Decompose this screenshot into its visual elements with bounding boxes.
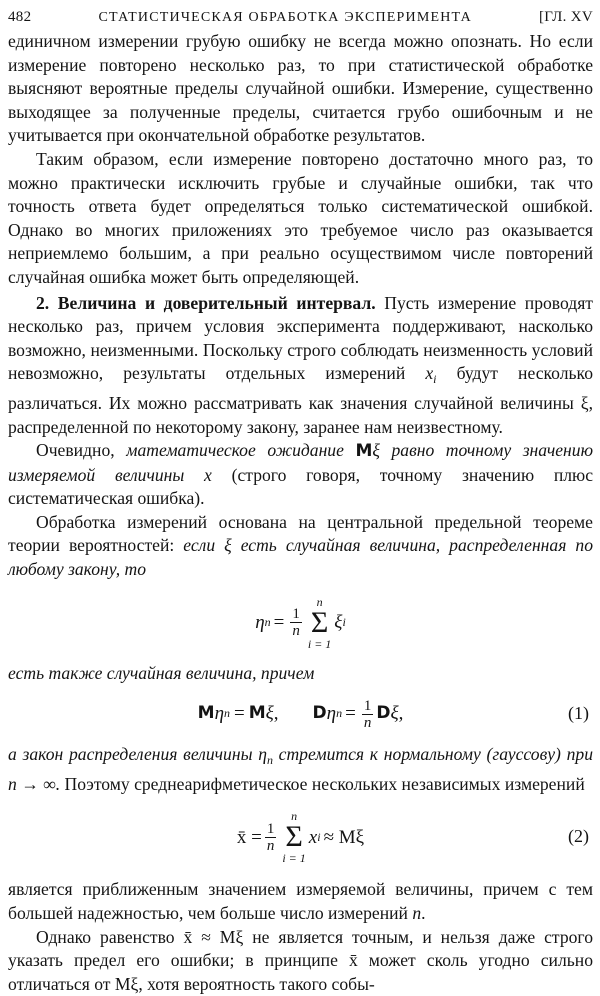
chapter-label: [ГЛ. XV (539, 9, 593, 25)
equation-number-1: (1) (568, 703, 589, 724)
fraction: $\frac{1}{n}$ (363, 697, 372, 731)
paragraph-8: является приближенным значением измеряемой величины, причем с тем большей надежностью, чем больше число измерений n. (8, 879, 593, 924)
paragraph-4: Очевидно, математическое ожидание Mξ равно точному значению измеряемой величины x (строго говоря, точному значению плюс систематическая ошибка). (8, 440, 593, 509)
paragraph-3: 2. Величина и доверительный интервал. Пусть измерение проводят несколько раз, причем условия эксперимента поддерживают, насколько возможно, неизменными. Поскольку строго соблюдать неизменность условий невозможно, результаты отдельных измерений $x_i$ будут несколько различаться. Их можно рассматривать как значения случайной величины ξ, распределенной по некоторому закону, заранее нам неизвестному. (8, 292, 593, 437)
paragraph-7: а закон распределения величины $\eta_n$ стремится к нормальному (гауссову) при n → ∞. Поэтому среднеарифметическое нескольких независимых измерений (8, 744, 593, 794)
formula-eta-sum: η n = $\frac{1}{n}$ n Σ i = 1 ξ i (255, 594, 346, 651)
sum-symbol: n Σ i = 1 (282, 809, 306, 866)
page-header (8, 0, 593, 30)
section-heading: 2. Величина и доверительный интервал. (36, 292, 376, 313)
paragraph-2: Таким образом, если измерение повторено достаточно много раз, то можно практически исключить грубые и случайные ошибки, так что точность ответа будет определяться только систематической ошибкой. Однако во многих приложениях это требуемое число раз оказывается неприемлемо большим, а при реально осуществимом числе повторений случайная ошибка может быть определяющей. (8, 148, 593, 287)
paragraph-1: единичном измерении грубую ошибку не всегда можно опознать. Но если измерение повторено несколько раз, то при статистической обработке выясняют вероятные пределы случайной ошибки. Измерение, существенно выходящее за полученные пределы, считается грубо ошибочным и не учитывается при окончательной обработке результатов. (8, 31, 593, 146)
fraction: $\frac{1}{n}$ (292, 606, 300, 640)
paragraph-5: Обработка измерений основана на центральной предельной теореме теории вероятностей: если ξ есть случайная величина, распределенная по любому закону, то (8, 511, 593, 580)
paragraph-6: есть также случайная величина, причем (8, 662, 315, 683)
running-title: СТАТИСТИЧЕСКАЯ ОБРАБОТКА ЭКСПЕРИМЕНТА (98, 10, 472, 25)
page-number: 482 (8, 9, 32, 25)
fraction: $\frac{1}{n}$ (266, 820, 275, 854)
formula-2: x̄ = $\frac{1}{n}$ n Σ i = 1 x i ≈ Mξ (2) (236, 809, 589, 866)
equation-number-2: (2) (568, 826, 589, 847)
sum-symbol: n Σ i = 1 (307, 594, 332, 651)
paragraph-9: Однако равенство x̄ ≈ Mξ не является точным, и нельзя даже строго указать предел его ошибки; в принципе x̄ может сколь угодно сильно отличаться от Mξ, хотя вероятность такого собы- (8, 926, 593, 994)
formula-1: M η n = M ξ , D η n = $\frac{1}{n}$ D ξ , (1) (197, 697, 589, 731)
